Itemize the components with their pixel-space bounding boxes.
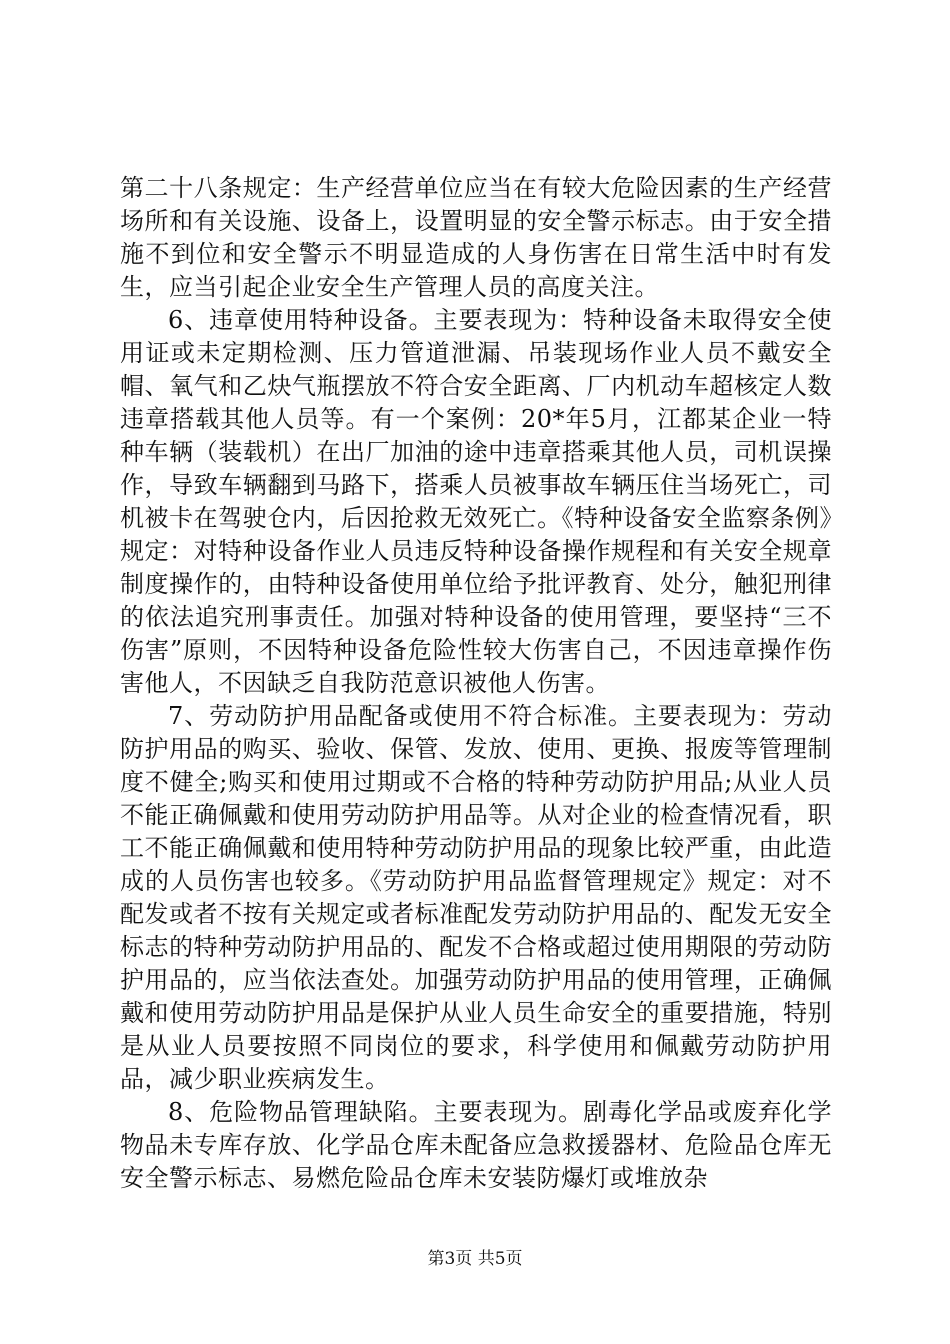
paragraph-protective-equipment: 7、劳动防护用品配备或使用不符合标准。主要表现为：劳动防护用品的购买、验收、保管、发放、使用、更换、报废等管理制度不健全;购买和使用过期或不合格的特种劳动防护用品;从业人员不能正确佩戴和使用劳动防护用品等。从对企业的检查情况看，职工不能正确佩戴和使用特种劳动防护用品的现象比较严重，由此造成的人员伤害也较多。《劳动防护用品监督管理规定》规定：对不配发或者不按有关规定或者标准配发劳动防护用品的、配发无安全标志的特种劳动防护用品的、配发不合格或超过使用期限的劳动防护用品的，应当依法查处。加强劳动防护用品的使用管理，正确佩戴和使用劳动防护用品是保护从业人员生命安全的重要措施，特别是从业人员要按照不同岗位的要求，科学使用和佩戴劳动防护用品，减少职业疾病发生。 (120, 702, 832, 1093)
paragraph-special-equipment: 6、违章使用特种设备。主要表现为：特种设备未取得安全使用证或未定期检测、压力管道泄漏、吊装现场作业人员不戴安全帽、氧气和乙炔气瓶摆放不符合安全距离、厂内机动车超核定人数违章搭载其他人员等。有一个案例：20*年5月，江都某企业一特种车辆（装载机）在出厂加油的途中违章搭乘其他人员，司机误操作，导致车辆翻到马路下，搭乘人员被事故车辆压住当场死亡，司机被卡在驾驶仓内，后因抢救无效死亡。《特种设备安全监察条例》规定：对特种设备作业人员违反特种设备操作规程和有关安全规章制度操作的，由特种设备使用单位给予批评教育、处分，触犯刑律的依法追究刑事责任。加强对特种设备的使用管理，要坚持“三不伤害”原则，不因特种设备危险性较大伤害自己，不因违章操作伤害他人，不因缺乏自我防范意识被他人伤害。 (120, 306, 832, 697)
paragraph-article-28: 第二十八条规定：生产经营单位应当在有较大危险因素的生产经营场所和有关设施、设备上，设置明显的安全警示标志。由于安全措施不到位和安全警示不明显造成的人身伤害在日常生活中时有发生，应当引起企业安全生产管理人员的高度关注。 (120, 174, 832, 301)
document-body (120, 172, 832, 1195)
paragraph-hazardous-materials: 8、危险物品管理缺陷。主要表现为。剧毒化学品或废弃化学物品未专库存放、化学品仓库未配备应急救援器材、危险品仓库无安全警示标志、易燃危险品仓库未安装防爆灯或堆放杂 (120, 1098, 832, 1192)
page-number-footer: 第3页 共5页 (427, 1249, 523, 1269)
